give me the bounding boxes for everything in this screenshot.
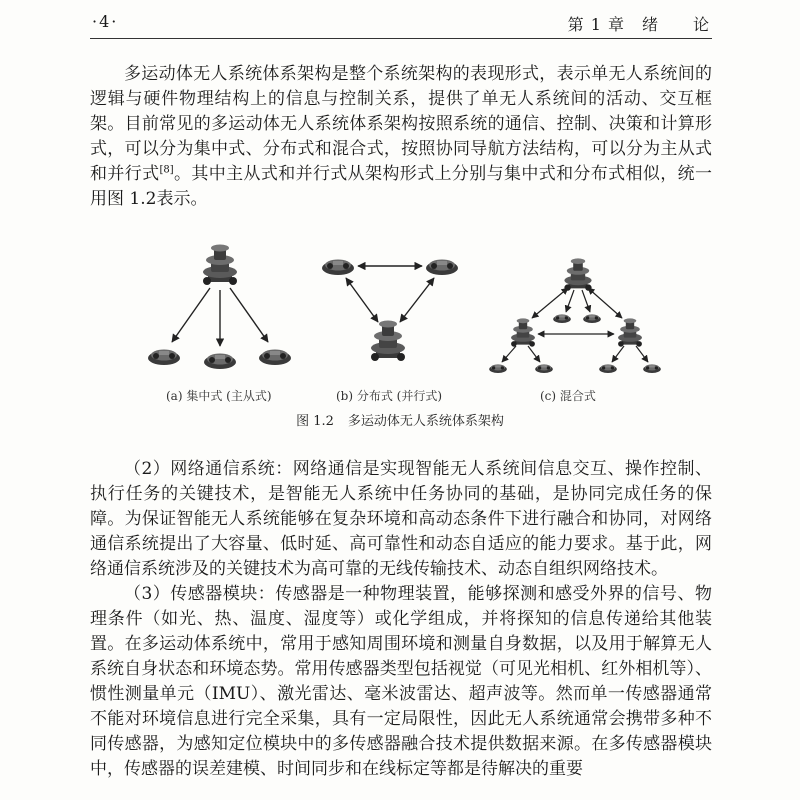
citation: [8] xyxy=(159,164,174,176)
intro-text-after: 。其中主从式和并行式从架构形式上分别与集中式和分布式相似，统一用图 1.2表示。 xyxy=(90,164,713,209)
diagram-hybrid xyxy=(489,258,661,373)
page-header xyxy=(90,12,712,38)
page-number: ·4· xyxy=(92,12,119,31)
diagram-centralized xyxy=(148,245,291,370)
chapter-title: 第 1 章 绪 论 xyxy=(567,15,710,34)
subcaption-a: (a) 集中式 (主从式) xyxy=(166,389,272,403)
paragraph-sensor: （3）传感器模块：传感器是一种物理装置，能够探测和感受外界的信号、物理条件（如光、热、温度、湿度等）或化学组成，并将探知的信息传递给其他装置。在多运动体系统中，常用于感知周围环境和测量自身数据，以及用于解算无人系统自身状态和环境态势。常用传感器类型包括视觉（可见光相机、红外相机等）、惯性测量单元（IMU）、激光雷达、毫米波雷达、超声波等。然而单一传感器通常不能对环境信息进行完全采集，具有一定局限性，因此无人系统通常会携带多种不同传感器，为感知定位模块中的多传感器融合技术提供数据来源。在多传感器模块中，传感器的误差建模、时间同步和在线标定等都是待解决的重要 xyxy=(90,584,712,779)
figure-caption xyxy=(130,410,670,429)
subcaption-b: (b) 分布式 (并行式) xyxy=(336,389,443,403)
subcaption-c: (c) 混合式 xyxy=(540,389,596,403)
header-rule xyxy=(90,38,712,39)
paragraph-network: （2）网络通信系统：网络通信是实现智能无人系统间信息交互、操作控制、执行任务的关键技术，是智能无人系统中任务协同的基础，是协同完成任务的保障。为保证智能无人系统能够在复杂环境和高动态条件下进行融合和协同，对网络通信系统提出了大容量、低时延、高可靠性和动态自适应的能力要求。基于此，网络通信系统涉及的关键技术为高可靠的无线传输技术、动态自组织网络技术。 xyxy=(90,459,712,579)
figure-label: 图 1.2 xyxy=(296,414,334,429)
diagram-distributed xyxy=(322,260,458,362)
intro-paragraph xyxy=(90,62,712,212)
figure-1-2 xyxy=(130,244,670,439)
architecture-diagrams xyxy=(130,244,670,384)
figure-title: 多运动体无人系统体系架构 xyxy=(347,414,504,429)
intro-text: 多运动体无人系统体系架构是整个系统架构的表现形式，表示单无人系统间的逻辑与硬件物理结构上的信息与控制关系，提供了单无人系统间的活动、交互框架。目前常见的多运动体无人系统体系架构按照系统的通信、控制、决策和计算形式，可以分为集中式、分布式和混合式，按照协同导航方法结构，可以分为主从式和并行式 xyxy=(90,64,712,184)
